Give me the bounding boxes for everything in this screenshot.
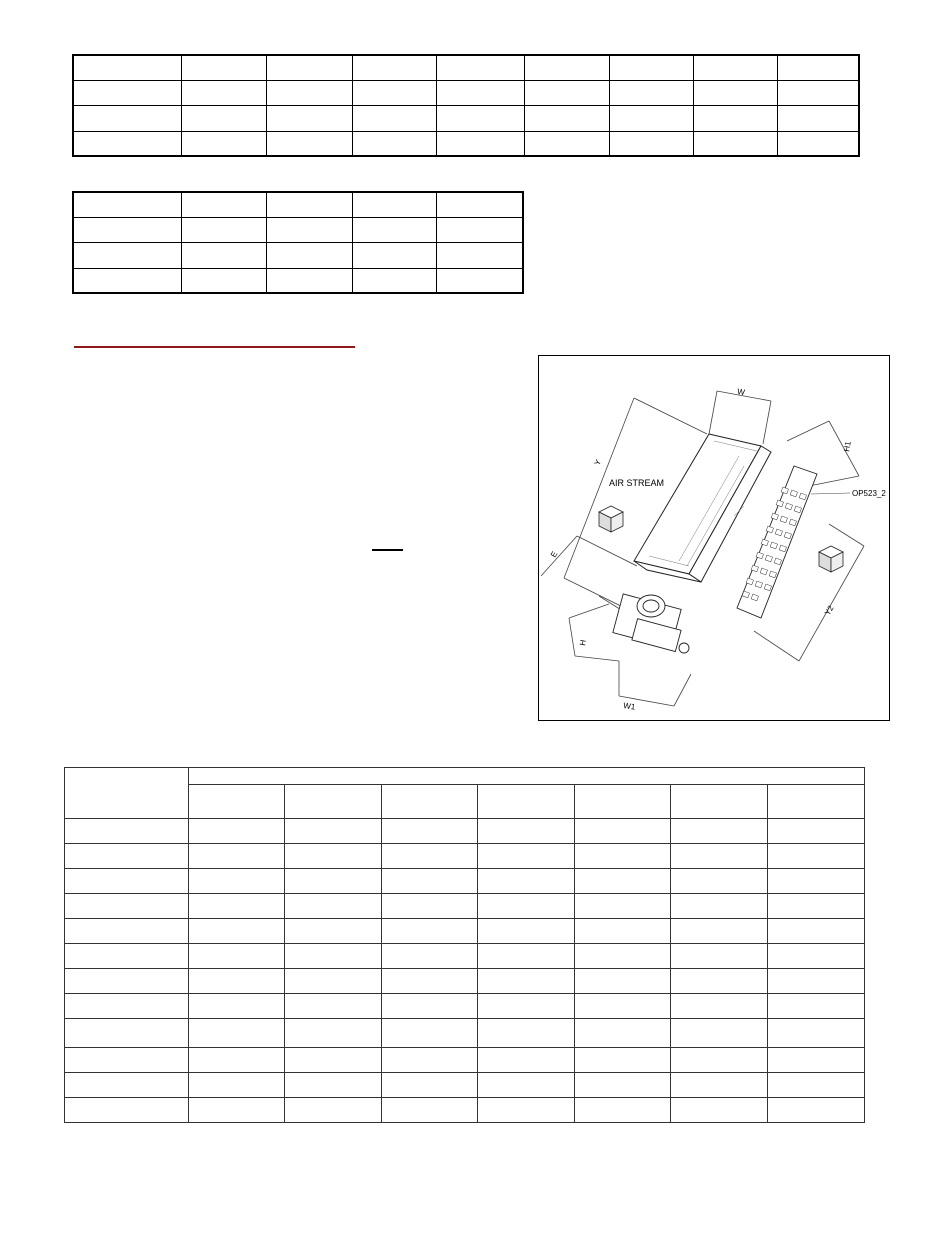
inline-underline	[372, 549, 403, 551]
dim-h1-label: H1	[842, 440, 853, 453]
dimension-table	[64, 767, 865, 1123]
table-row	[65, 944, 865, 969]
part-code-label: OP523_2	[852, 489, 886, 498]
table-row	[65, 919, 865, 944]
table-row	[65, 844, 865, 869]
table-row	[73, 217, 523, 242]
table-row	[65, 994, 865, 1019]
spec-table-top	[72, 54, 860, 157]
heater-dimension-figure	[538, 355, 890, 721]
heater-drawing	[539, 356, 889, 720]
table-row	[73, 105, 859, 131]
table-row	[65, 1019, 865, 1048]
table-row	[65, 969, 865, 994]
dim-y-label: Y	[592, 458, 604, 467]
table-row	[65, 869, 865, 894]
section-heading-rule	[74, 346, 355, 348]
table-row	[65, 894, 865, 919]
table-row	[65, 1073, 865, 1098]
table-row	[65, 819, 865, 844]
table-row	[65, 1098, 865, 1123]
dim-w-label: W	[736, 387, 746, 398]
table-row	[73, 80, 859, 105]
table-header-row	[65, 768, 865, 785]
table-row	[73, 268, 523, 293]
air-stream-label: AIR STREAM	[609, 478, 665, 488]
spec-table-middle	[72, 191, 524, 294]
dim-w1-label: W1	[622, 701, 636, 712]
dim-e-label: E	[548, 549, 560, 559]
table-row	[73, 192, 523, 217]
dim-y2-label: Y2	[822, 604, 836, 617]
table-row	[73, 242, 523, 268]
dim-h-label: H	[578, 639, 588, 647]
table-row	[65, 1048, 865, 1073]
table-row	[73, 131, 859, 156]
table-row	[73, 55, 859, 80]
